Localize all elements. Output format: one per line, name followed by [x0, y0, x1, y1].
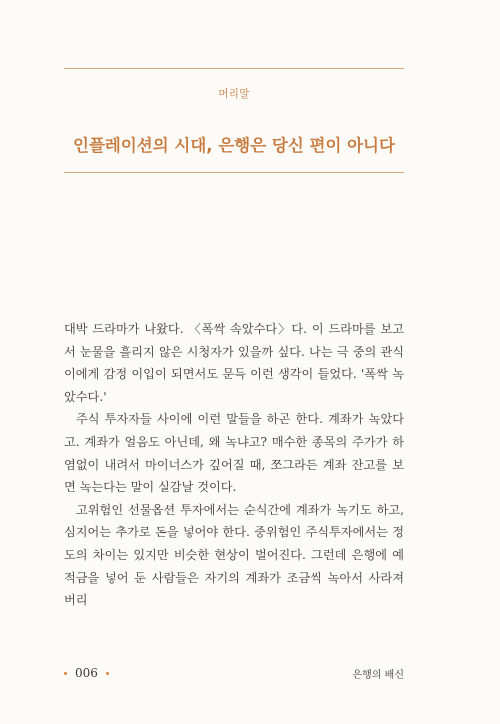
- top-divider: [64, 68, 404, 69]
- page-folio: [64, 666, 109, 680]
- paragraph: 고위험인 선물옵션 투자에서는 순식간에 계좌가 녹기도 하고, 심지어는 추가로 돈을 넣어야 한다. 중위험인 주식투자에서는 정도의 차이는 있지만 비슷한 현상이 벌어진다. 그런데 은행에 예적금을 넣어 둔 사람들은 자기의 계좌가 조금씩 녹아서 사라져 버리: [64, 502, 404, 608]
- page-number: 006: [75, 666, 98, 680]
- chapter-title: 인플레이션의 시대, 은행은 당신 편이 아니다: [73, 136, 395, 155]
- section-label: 머리말: [218, 88, 250, 100]
- paragraph: 주식 투자자들 사이에 이런 말들을 하곤 한다. 계좌가 녹았다고. 계좌가 얼음도 아닌데, 왜 녹냐고? 매수한 종목의 주가가 하염없이 내려서 마이너스가 깊어질 때, 쪼그라든 계좌 잔고를 보면 녹는다는 말이 실감날 것이다.: [64, 412, 404, 495]
- paragraph: 대박 드라마가 나왔다. 〈폭싹 속았수다〉다. 이 드라마를 보고서 눈물을 흘리지 않은 시청자가 있을까 싶다. 나는 극 중의 관식이에게 감정 이입이 되면서도 문득 이런 생각이 들었다. '폭싹 녹았수다.': [64, 322, 404, 404]
- bottom-divider: [64, 172, 404, 173]
- bullet-dot-icon: [106, 672, 109, 675]
- running-title: 은행의 배신: [352, 670, 404, 681]
- bullet-dot-icon: [64, 672, 67, 675]
- body-text: [64, 318, 404, 612]
